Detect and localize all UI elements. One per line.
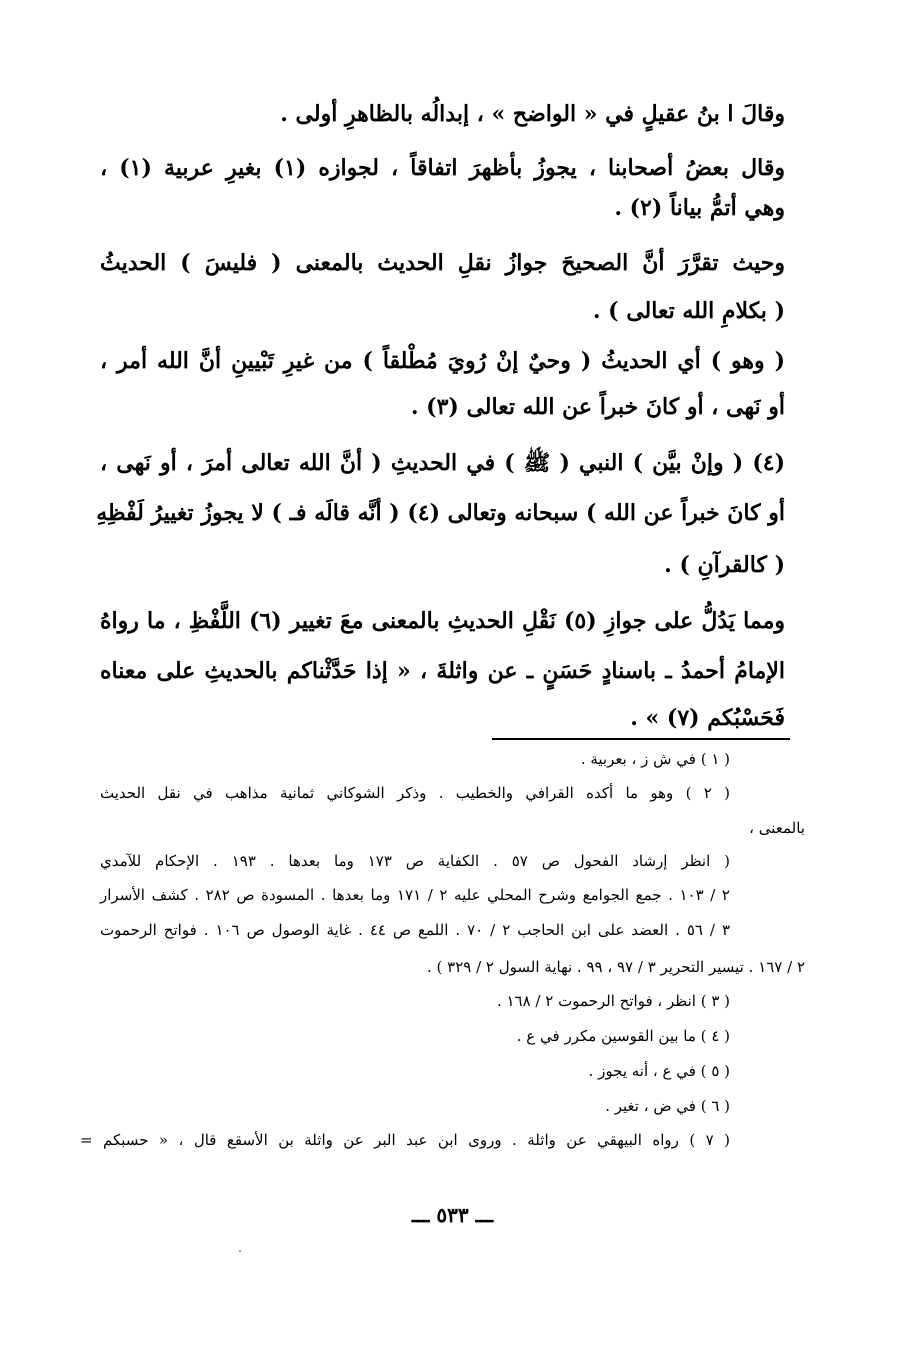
footnote-line: ( ٦ ) في ض ، تغير .: [605, 1097, 730, 1115]
footnote-line: ( ٣ ) انظر ، فواتح الرحموت ٢ / ١٦٨ .: [496, 992, 730, 1010]
body-line: وهي أتمُّ بياناً (٢) .: [614, 195, 785, 221]
body-line: ( بكلامِ الله تعالى ) .: [592, 298, 785, 324]
footnote-line: ( ١ ) في ش ز ، بعربية .: [580, 750, 730, 768]
footnote-line: ٢ / ١٦٧ . تيسير التحرير ٣ / ٩٧ ، ٩٩ . نهاية السول ٢ / ٣٢٩ ) .: [427, 958, 805, 976]
body-line: ومما يَدُلُّ على جوازِ (٥) نَقْلِ الحديثِ بالمعنى معَ تغيير (٦) اللَّفْظِ ، ما رواهُ: [100, 608, 785, 634]
body-line: (٤) ( وإنْ بيَّن ) النبي ( ﷺ ) في الحديثِ ( أنَّ الله تعالى أمرَ ، أو نَهى ،: [100, 450, 785, 476]
scan-speck: [239, 1250, 241, 1252]
body-line: ( كالقرآنِ ) .: [664, 552, 785, 578]
footnote-line: بالمعنى ،: [749, 819, 805, 837]
body-line: وقالَ ا بنُ عقيلٍ في « الواضح » ، إبدالُه بالظاهرِ أولى .: [280, 101, 785, 127]
footnote-line: ٢ / ١٠٣ . جمع الجوامع وشرح المحلي عليه ٢ / ١٧١ وما بعدها . المسودة ص ٢٨٢ . كشف الأسرار: [100, 886, 730, 904]
body-line: فَحَسْبُكم (٧) » .: [630, 705, 785, 731]
footnote-line: ٣ / ٥٦ . العضد على ابن الحاجب ٢ / ٧٠ . اللمع ص ٤٤ . غاية الوصول ص ١٠٦ . فواتح الرحموت: [100, 921, 730, 939]
footnote-line: ( ٥ ) في ع ، أنه يجوز .: [588, 1062, 730, 1080]
footnote-line: ( ٢ ) وهو ما أكده القرافي والخطيب . وذكر الشوكاني ثمانية مذاهب في نقل الحديث: [100, 784, 730, 802]
page-number: ـــ ٥٣٣ ـــ: [411, 1203, 494, 1227]
body-line: وقال بعضُ أصحابنا ، يجوزُ بأظهرَ اتفاقاً ، لجوازه (١) بغيرِ عربية (١) ،: [100, 155, 785, 181]
body-line: الإمامُ أحمدُ ـ باسنادٍ حَسَنٍ ـ عن واثلةَ ، « إذا حَدَّثْناكم بالحديثِ على معناه: [100, 658, 785, 684]
footnote-line: ( ٧ ) رواه البيهقي عن واثلة . وروى ابن عبد البر عن واثلة بن الأسقع قال ، « حسبكم =: [80, 1131, 731, 1149]
body-line: أو كانَ خبراً عن الله ) سبحانه وتعالى (٤) ( أنَّه قالَه فـ ) لا يجوزُ تغييرُ لَفْظِهِ: [96, 500, 785, 526]
body-line: وحيث تقرَّرَ أنَّ الصحيحَ جوازُ نقلِ الحديث بالمعنى ( فليسَ ) الحديثُ: [100, 250, 785, 276]
footnote-line: ( انظر إرشاد الفحول ص ٥٧ . الكفاية ص ١٧٣ وما بعدها . ١٩٣ . الإحكام للآمدي: [100, 852, 730, 870]
footnote-separator: [492, 738, 790, 740]
body-line: ( وهو ) أي الحديثُ ( وحيٌ إنْ رُويَ مُطْلقاً ) من غيرِ تَبْيينِ أنَّ الله أمر ،: [100, 348, 785, 374]
body-line: أو نَهى ، أو كانَ خبراً عن الله تعالى (٣) .: [410, 394, 785, 420]
footnote-line: ( ٤ ) ما بين القوسين مكرر في ع .: [516, 1027, 730, 1045]
